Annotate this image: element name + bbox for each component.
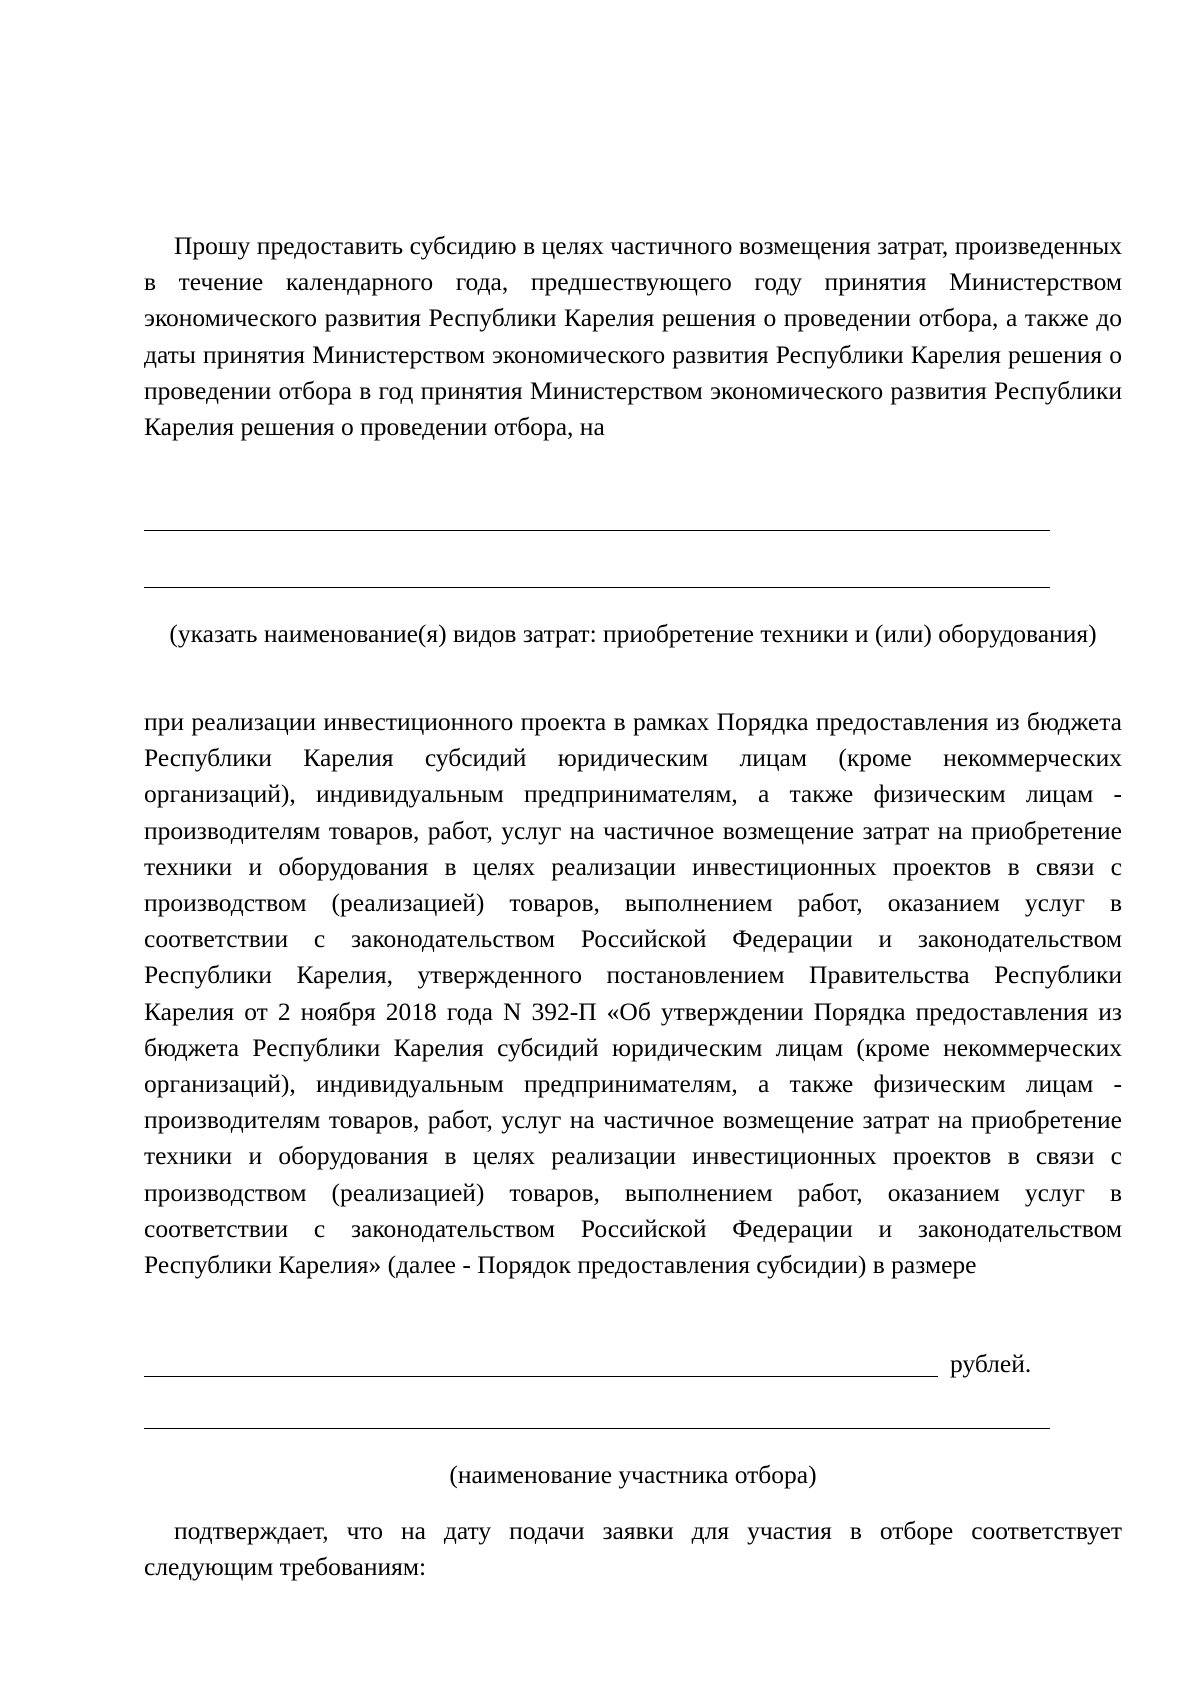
expense-type-fill-line-1[interactable] [144, 530, 1050, 531]
amount-unit-label: рублей. [950, 1349, 1032, 1378]
procedure-paragraph: при реализации инвестиционного проекта в рамках Порядка предоставления из бюджета Республики Карелия субсидий юридическим лицам (кроме некоммерческих организаций), индивидуальным предпринимателям, а также физическим лицам - производителям товаров, работ, услуг на частичное возмещение затрат на приобретение техники и оборудования в целях реализации инвестиционных проектов в связи с производством (реализацией) товаров, выполнением работ, оказанием услуг в соответствии с законодательством Российской Федерации и законодательством Республики Карелия, утвержденного постановлением Правительства Республики Карелия от 2 ноября 2018 года N 392-П «Об утверждении Порядка предоставления из бюджета Республики Карелия субсидий юридическим лицам (кроме некоммерческих организаций), индивидуальным предпринимателям, а также физическим лицам - производителям товаров, работ, услуг на частичное возмещение затрат на приобретение техники и оборудования в целях реализации инвестиционных проектов в связи с производством (реализацией) товаров, выполнением работ, оказанием услуг в соответствии с законодательством Российской Федерации и законодательством Республики Карелия» (далее - Порядок предоставления субсидии) в размере [144, 707, 1122, 1280]
amount-row [144, 1346, 1122, 1386]
confirmation-paragraph: подтверждает, что на дату подачи заявки для участия в отборе соответствует следующим требованиям: [144, 1516, 1122, 1582]
participant-fill-line[interactable] [144, 1428, 1050, 1429]
request-paragraph: Прошу предоставить субсидию в целях частичного возмещения затрат, произведенных в течение календарного года, предшествующего году принятия Министерством экономического развития Республики Карелия решения о проведении отбора, а также до даты принятия Министерством экономического развития Республики Карелия решения о проведении отбора в год принятия Министерством экономического развития Республики Карелия решения о проведении отбора, на [144, 231, 1122, 442]
expense-types-note: (указать наименование(я) видов затрат: приобретение техники и (или) оборудования) [169, 619, 1097, 648]
amount-fill-line[interactable] [144, 1376, 938, 1377]
expense-type-fill-line-2[interactable] [144, 587, 1050, 588]
participant-note: (наименование участника отбора) [449, 1460, 817, 1489]
